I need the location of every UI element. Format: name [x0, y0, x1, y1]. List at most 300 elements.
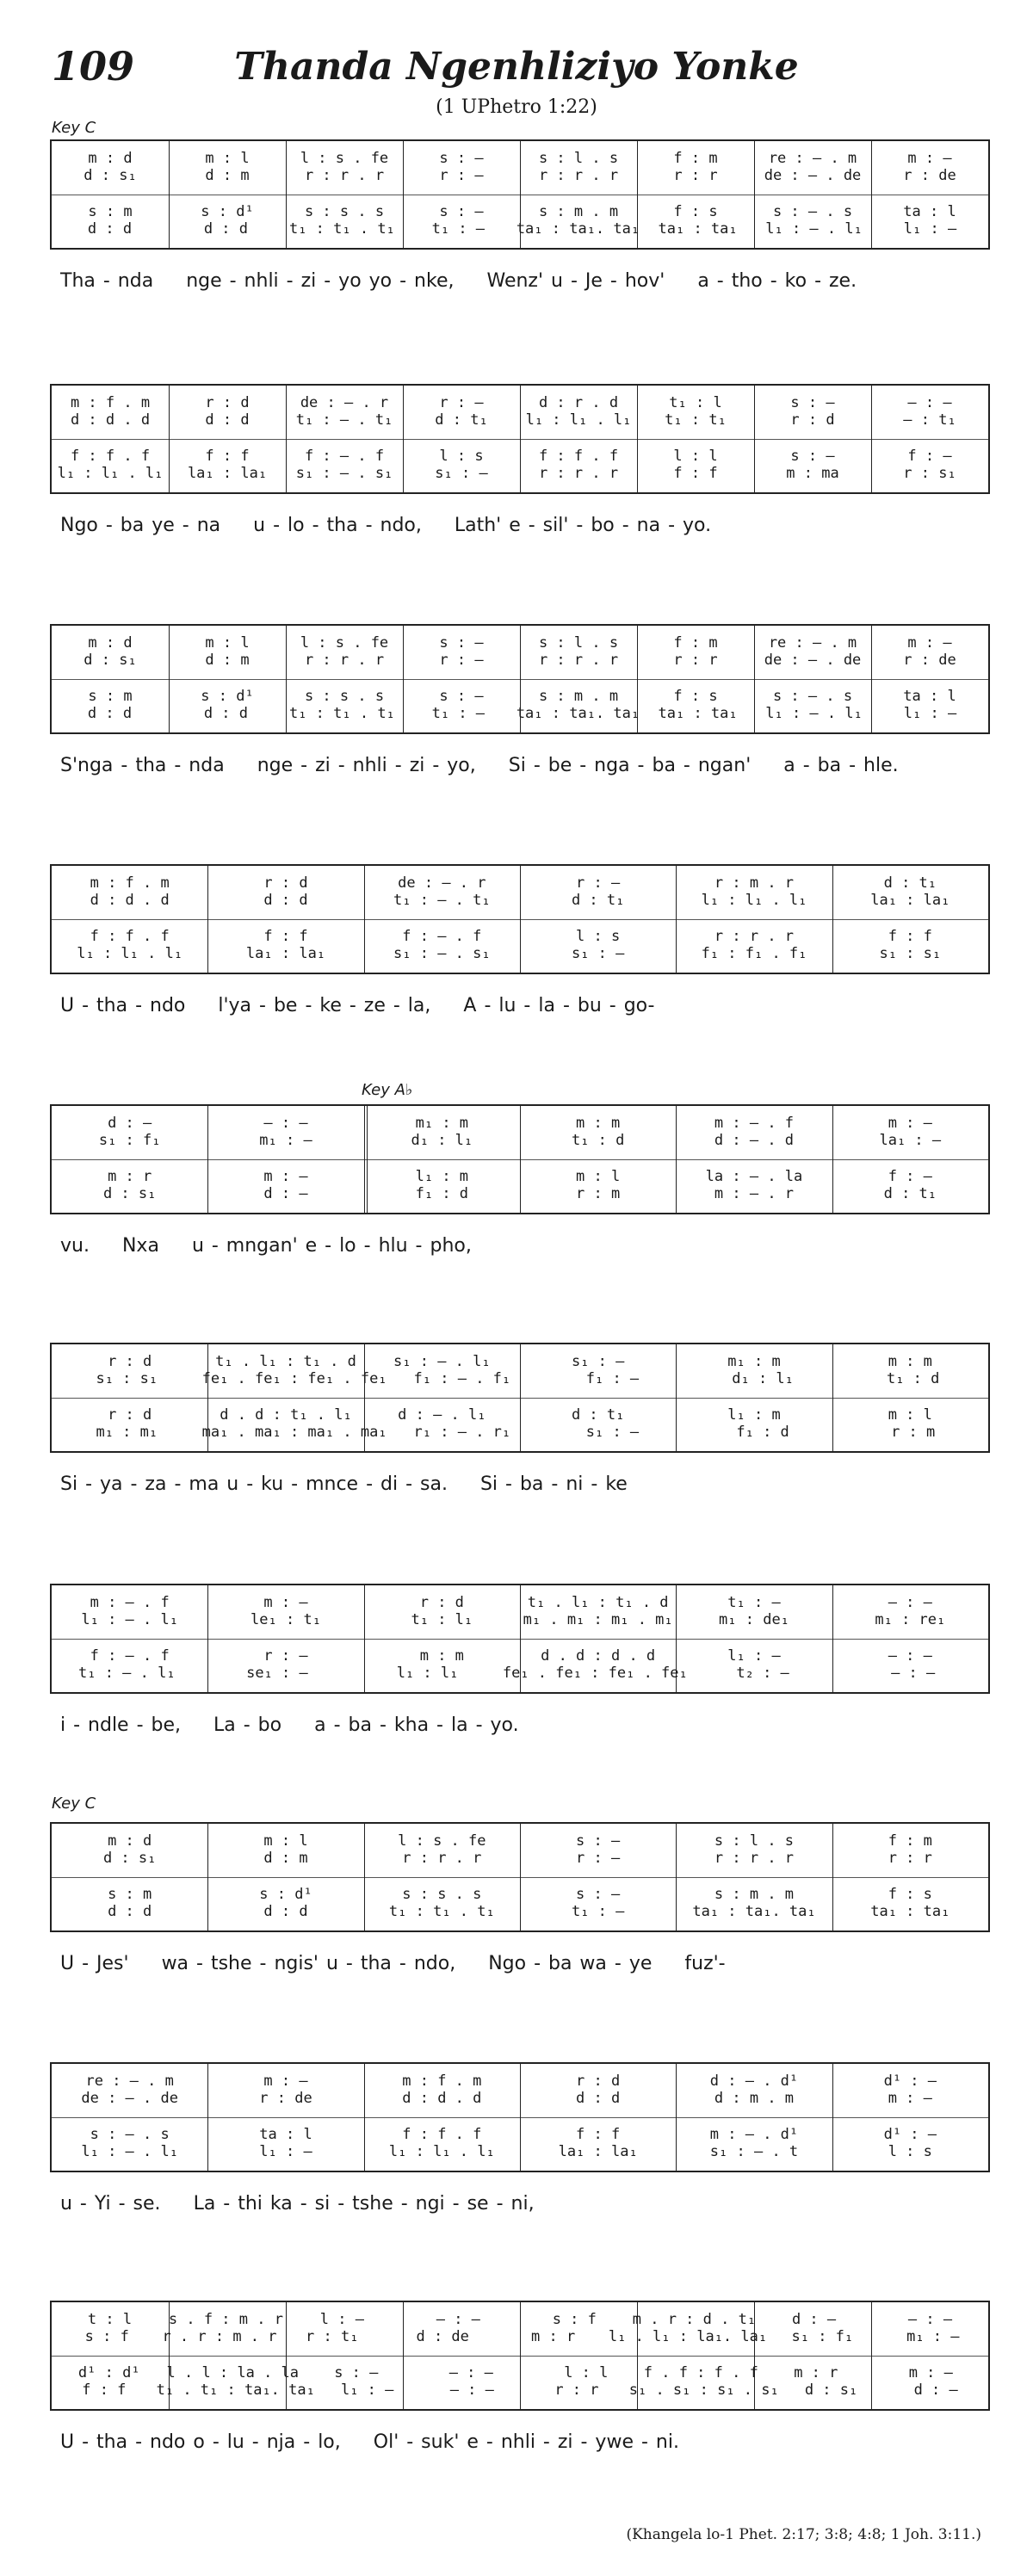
- voice-part-row: [52, 1424, 988, 1442]
- solfa-measure: m : —: [888, 1115, 932, 1132]
- solfa-measure: ta₁ : ta₁. ta₁: [516, 705, 640, 722]
- solfa-measure: r : m: [891, 1424, 936, 1441]
- solfa-measure: m : l: [205, 150, 250, 167]
- lyric-phrase: Si - ba - ni - ke: [479, 1473, 628, 1495]
- solfa-measure: m : l: [263, 1832, 308, 1850]
- solfa-measure: m : ma: [786, 465, 839, 482]
- solfa-measure: d¹ : —: [883, 2126, 937, 2143]
- solfa-measure: f : f . f: [402, 2126, 482, 2143]
- solfa-measure: s : —: [790, 448, 835, 465]
- solfa-measure: l₁ : —: [903, 705, 957, 722]
- voice-part-row: [52, 688, 988, 707]
- solfa-measure: d : —: [108, 1115, 152, 1132]
- solfa-measure: ta : l: [903, 203, 956, 220]
- solfa-measure: m₁ : de₁: [719, 1611, 789, 1628]
- voice-part-row: [52, 928, 988, 947]
- lyric-phrase: S'nga - tha - nda: [60, 755, 225, 776]
- solfa-measure: s : —: [439, 634, 484, 652]
- solfa-measure: f : f: [673, 465, 718, 482]
- solfa-measure: r : d: [108, 1353, 152, 1370]
- score-system: [50, 1584, 990, 1694]
- solfa-measure: m : —: [907, 150, 952, 167]
- voice-part-row: [52, 2311, 988, 2330]
- score-system: [50, 384, 990, 494]
- solfa-measure: f : f: [205, 448, 250, 465]
- solfa-measure: s : m: [108, 1886, 152, 1903]
- solfa-measure: s₁ : —: [571, 1353, 625, 1370]
- lyrics-line: [60, 515, 744, 536]
- solfa-measure: d : s₁: [84, 167, 137, 184]
- solfa-measure: f : s: [673, 203, 718, 220]
- solfa-measure: m : – . f: [90, 1594, 170, 1611]
- solfa-measure: r : d: [263, 874, 308, 892]
- lyrics-line: [60, 755, 931, 776]
- voice-part-row: [52, 1115, 988, 1134]
- solfa-measure: s : s . s: [304, 203, 385, 220]
- solfa-measure: le₁ : t₁: [251, 1611, 321, 1628]
- key-signature: Key C: [52, 1795, 96, 1813]
- solfa-measure: s : —: [576, 1832, 621, 1850]
- solfa-measure: m : – . d¹: [709, 2126, 799, 2143]
- voice-part-row: [52, 634, 988, 653]
- solfa-measure: m : —: [888, 2090, 932, 2107]
- solfa-measure: s : m . m: [538, 203, 619, 220]
- solfa-measure: m : m: [419, 1647, 464, 1665]
- solfa-measure: m₁ : re₁: [875, 1611, 946, 1628]
- voice-part-row: [52, 652, 988, 670]
- lyric-phrase: Lath' e - sil' - bo - na - yo.: [454, 515, 712, 536]
- lyric-phrase: Nxa: [121, 1235, 159, 1257]
- solfa-measure: d : d: [87, 705, 133, 722]
- solfa-measure: s : l . s: [538, 150, 619, 167]
- lyric-phrase: a - ba - hle.: [783, 755, 899, 776]
- solfa-measure: d : de: [416, 2328, 469, 2345]
- solfa-measure: f : f . f: [90, 928, 170, 945]
- voice-part-row: [52, 411, 988, 430]
- solfa-measure: d : d: [576, 2090, 621, 2107]
- score-system: [50, 139, 990, 250]
- lyrics-line: [60, 1235, 504, 1257]
- solfa-measure: d : m: [205, 652, 250, 669]
- voice-part-row: [52, 2328, 988, 2347]
- lyric-phrase: U - Jes': [60, 1953, 129, 1974]
- solfa-measure: s : m: [88, 203, 133, 220]
- solfa-measure: r : r . r: [714, 1850, 795, 1867]
- solfa-measure: s : —: [439, 203, 484, 220]
- lyric-phrase: nge - zi - nhli - zi - yo,: [257, 755, 476, 776]
- solfa-measure: l : s: [888, 2143, 932, 2160]
- solfa-measure: m : r: [794, 2364, 838, 2381]
- solfa-measure: la₁ : la₁: [187, 465, 268, 482]
- voice-part-row: [52, 203, 988, 222]
- solfa-measure: f : f . f: [538, 448, 619, 465]
- lyric-phrase: Wenz' u - Je - hov': [486, 270, 665, 292]
- solfa-measure: re : – . m: [768, 634, 857, 652]
- voice-part-row: [52, 1665, 988, 1683]
- solfa-measure: — : —: [263, 1115, 308, 1132]
- score-system: [50, 864, 990, 974]
- solfa-measure: d : —: [791, 2311, 837, 2328]
- solfa-measure: r : r . r: [714, 928, 795, 945]
- voice-part-row: [52, 1168, 988, 1187]
- solfa-measure: la : – . la: [705, 1168, 803, 1185]
- solfa-measure: s₁ : – . s₁: [393, 945, 491, 962]
- solfa-measure: r : —: [576, 874, 621, 892]
- solfa-measure: d : t₁: [571, 1406, 625, 1424]
- solfa-measure: l₁ : – . l₁: [765, 705, 863, 722]
- solfa-measure: m : —: [907, 634, 952, 652]
- solfa-measure: m : m: [888, 1353, 932, 1370]
- solfa-measure: l : s . fe: [398, 1832, 486, 1850]
- solfa-measure: s : f: [552, 2311, 597, 2328]
- voice-part-row: [52, 705, 988, 724]
- solfa-measure: ta₁ : ta₁: [658, 220, 738, 238]
- solfa-measure: d : t₁: [883, 874, 937, 892]
- solfa-measure: m : —: [263, 1168, 308, 1185]
- solfa-measure: d¹ : —: [883, 2073, 937, 2090]
- solfa-measure: t₁ : d: [886, 1370, 940, 1387]
- solfa-measure: d : d . d: [70, 411, 151, 429]
- solfa-measure: f . f : f . f: [643, 2364, 758, 2381]
- solfa-measure: d : m: [205, 167, 250, 184]
- solfa-measure: m : —: [263, 2073, 308, 2090]
- solfa-measure: l₁ : —: [903, 220, 957, 238]
- solfa-measure: s : —: [439, 150, 484, 167]
- lyric-phrase: La - thi ka - si - tshe - ngi - se - ni,: [193, 2193, 535, 2215]
- solfa-measure: r : d: [576, 2073, 621, 2090]
- solfa-measure: m : l: [576, 1168, 621, 1185]
- voice-part-row: [52, 892, 988, 911]
- solfa-measure: t₁ : —: [571, 1903, 625, 1920]
- solfa-measure: r : r . r: [538, 465, 619, 482]
- voice-part-row: [52, 1353, 988, 1372]
- score-system: [50, 1822, 990, 1932]
- solfa-measure: m : – . r: [714, 1185, 795, 1202]
- solfa-measure: d¹ : d¹: [77, 2364, 140, 2381]
- solfa-measure: s : l . s: [538, 634, 619, 652]
- solfa-measure: la₁ : la₁: [558, 2143, 638, 2160]
- scripture-reference: (1 UPhetro 1:22): [436, 96, 597, 118]
- voice-part-row: [52, 1594, 988, 1613]
- voice-part-row: [52, 220, 988, 239]
- solfa-measure: r : —: [439, 652, 484, 669]
- solfa-measure: m : f . m: [90, 874, 170, 892]
- solfa-measure: de : – . de: [764, 652, 862, 669]
- solfa-measure: l₁ : l₁ . l₁: [57, 465, 164, 482]
- solfa-measure: l : l: [673, 448, 718, 465]
- solfa-measure: t₁ : – . t₁: [393, 892, 491, 909]
- solfa-measure: l₁ : – . l₁: [81, 2143, 178, 2160]
- solfa-measure: f : f: [82, 2381, 127, 2399]
- solfa-measure: m : —: [908, 2364, 953, 2381]
- solfa-measure: s : d¹: [201, 688, 254, 705]
- solfa-measure: m : d: [88, 150, 133, 167]
- voice-part-row: [52, 945, 988, 964]
- key-signature: Key A♭: [362, 1081, 413, 1099]
- solfa-measure: ta₁ : ta₁. ta₁: [692, 1903, 816, 1920]
- solfa-measure: — : —: [891, 1665, 936, 1682]
- solfa-measure: m₁ : —: [906, 2328, 960, 2345]
- solfa-measure: l : s . fe: [300, 150, 389, 167]
- solfa-measure: l₁ . l₁ : la₁. la₁: [608, 2328, 768, 2345]
- solfa-measure: l₁ : l₁ . l₁: [388, 2143, 495, 2160]
- solfa-measure: l₁ : —: [259, 2143, 312, 2160]
- solfa-measure: s : —: [334, 2364, 379, 2381]
- solfa-measure: m : d: [108, 1832, 152, 1850]
- solfa-measure: r : r: [554, 2381, 599, 2399]
- voice-part-row: [52, 1185, 988, 1204]
- solfa-measure: d : m: [263, 1850, 308, 1867]
- solfa-measure: l : s: [576, 928, 621, 945]
- solfa-measure: s : s . s: [304, 688, 385, 705]
- voice-part-row: [52, 2364, 988, 2383]
- solfa-measure: d : d: [108, 1903, 152, 1920]
- solfa-measure: se₁ : —: [246, 1665, 308, 1682]
- solfa-measure: m : m: [576, 1115, 621, 1132]
- solfa-measure: s₁ : – . l₁: [393, 1353, 491, 1370]
- solfa-measure: d . d : t₁ . l₁: [220, 1406, 352, 1424]
- solfa-measure: t₁ : – . t₁: [295, 411, 393, 429]
- solfa-measure: re : – . m: [768, 150, 857, 167]
- solfa-measure: f : m: [673, 150, 718, 167]
- solfa-measure: l₁ : m: [727, 1406, 781, 1424]
- solfa-measure: r : d: [790, 411, 835, 429]
- lyric-phrase: nge - nhli - zi - yo yo - nke,: [186, 270, 455, 292]
- solfa-measure: r : —: [576, 1850, 621, 1867]
- solfa-measure: re : – . m: [85, 2073, 174, 2090]
- solfa-measure: r : m: [576, 1185, 621, 1202]
- solfa-measure: s₁ . s₁ : s₁ . s₁: [628, 2381, 779, 2399]
- solfa-measure: s₁ : s₁: [879, 945, 942, 962]
- score-system: [50, 1104, 990, 1214]
- solfa-measure: s₁ : s₁: [96, 1370, 158, 1387]
- solfa-measure: f : s: [888, 1886, 932, 1903]
- voice-part-row: [52, 1647, 988, 1666]
- solfa-measure: s : m . m: [538, 688, 619, 705]
- score-system: [50, 624, 990, 734]
- solfa-measure: s : d¹: [201, 203, 254, 220]
- solfa-measure: f₁ : – . f₁: [413, 1370, 511, 1387]
- solfa-measure: r : —: [263, 1647, 308, 1665]
- solfa-measure: t₁ : —: [431, 705, 486, 722]
- solfa-measure: s₁ : – . t: [709, 2143, 799, 2160]
- solfa-measure: d : —: [263, 1185, 308, 1202]
- solfa-measure: r : r . r: [538, 167, 619, 184]
- solfa-measure: fe₁ . fe₁ : fe₁ . fe₁: [502, 1665, 688, 1682]
- solfa-measure: f : – . f: [90, 1647, 170, 1665]
- solfa-measure: d : d: [203, 705, 249, 722]
- solfa-measure: s . f : m . r: [168, 2311, 283, 2328]
- solfa-measure: f : f: [888, 928, 932, 945]
- solfa-measure: t₁ : t₁ . t₁: [288, 220, 395, 238]
- solfa-measure: d : d: [263, 1903, 308, 1920]
- solfa-measure: d : s₁: [804, 2381, 858, 2399]
- solfa-measure: l : s: [439, 448, 484, 465]
- solfa-measure: m₁ : m₁: [96, 1424, 158, 1441]
- solfa-measure: d : d: [205, 411, 250, 429]
- lyric-phrase: a - tho - ko - ze.: [697, 270, 857, 292]
- solfa-measure: t₁ . t₁ : ta₁. ta₁: [156, 2381, 315, 2399]
- lyric-phrase: Ngo - ba wa - ye: [488, 1953, 653, 1974]
- solfa-measure: s₁ : —: [435, 465, 488, 482]
- lyrics-line: [60, 270, 889, 292]
- solfa-measure: s : —: [439, 688, 484, 705]
- solfa-measure: m : r: [108, 1168, 152, 1185]
- solfa-measure: r : de: [903, 652, 956, 669]
- lyric-phrase: Si - ya - za - ma u - ku - mnce - di - sa.: [60, 1473, 448, 1495]
- voice-part-row: [52, 2143, 988, 2162]
- solfa-measure: s₁ : – . s₁: [295, 465, 393, 482]
- voice-part-row: [52, 1903, 988, 1922]
- solfa-measure: — : —: [449, 2381, 494, 2399]
- hymn-number: 109: [52, 43, 135, 90]
- solfa-measure: r : r: [673, 167, 718, 184]
- solfa-measure: r : d: [205, 394, 250, 411]
- solfa-measure: f : – . f: [304, 448, 385, 465]
- solfa-measure: l₁ : m: [415, 1168, 469, 1185]
- solfa-measure: f : f: [576, 2126, 621, 2143]
- voice-part-row: [52, 1611, 988, 1630]
- solfa-measure: r : d: [108, 1406, 152, 1424]
- solfa-measure: la₁ : la₁: [245, 945, 326, 962]
- solfa-measure: d : —: [913, 2381, 958, 2399]
- solfa-measure: fe₁ . fe₁ : fe₁ . fe₁: [201, 1370, 387, 1387]
- solfa-measure: d : s₁: [102, 1185, 157, 1202]
- lyric-phrase: A - lu - la - bu - go-: [463, 995, 655, 1016]
- solfa-measure: r : m . r: [714, 874, 795, 892]
- lyric-phrase: u - mngan' e - lo - hlu - pho,: [191, 1235, 472, 1257]
- voice-part-row: [52, 1406, 988, 1425]
- solfa-measure: d : s₁: [102, 1850, 157, 1867]
- solfa-measure: de : – . r: [398, 874, 486, 892]
- solfa-measure: ta : l: [259, 2126, 312, 2143]
- lyric-phrase: U - tha - ndo o - lu - nja - lo,: [60, 2431, 341, 2453]
- lyric-phrase: Ngo - ba ye - na: [60, 515, 221, 536]
- voice-part-row: [52, 167, 988, 186]
- solfa-measure: r₁ : – . r₁: [413, 1424, 511, 1441]
- lyrics-line: [60, 1953, 758, 1974]
- solfa-measure: s : —: [790, 394, 835, 411]
- solfa-measure: r : r . r: [538, 652, 619, 669]
- solfa-measure: r : r: [673, 652, 718, 669]
- solfa-measure: l : s . fe: [300, 634, 389, 652]
- solfa-measure: — : t₁: [903, 411, 956, 429]
- voice-part-row: [52, 2073, 988, 2091]
- solfa-measure: t₁ : —: [431, 220, 486, 238]
- voice-part-row: [52, 1886, 988, 1905]
- key-signature: Key C: [52, 119, 96, 137]
- solfa-measure: r : t₁: [306, 2328, 359, 2345]
- solfa-measure: ta₁ : ta₁. ta₁: [516, 220, 640, 238]
- solfa-measure: r : —: [439, 394, 484, 411]
- solfa-measure: m₁ . m₁ : m₁ . m₁: [523, 1611, 673, 1628]
- solfa-measure: l₁ : l₁ . l₁: [701, 892, 807, 909]
- lyric-phrase: Ol' - suk' e - nhli - zi - ywe - ni.: [373, 2431, 679, 2453]
- solfa-measure: d . d : d . d: [541, 1647, 656, 1665]
- solfa-measure: f : f: [263, 928, 308, 945]
- solfa-measure: d : – . l₁: [398, 1406, 486, 1424]
- solfa-measure: d : t₁: [571, 892, 625, 909]
- voice-part-row: [52, 394, 988, 413]
- solfa-measure: t₁ : l₁: [411, 1611, 473, 1628]
- solfa-measure: s : – . s: [772, 688, 853, 705]
- lyric-phrase: a - ba - kha - la - yo.: [314, 1714, 519, 1736]
- solfa-measure: d : d: [263, 892, 308, 909]
- lyrics-line: [60, 2193, 567, 2215]
- solfa-measure: t₁ . l₁ : t₁ . d: [527, 1594, 669, 1611]
- solfa-measure: de : – . de: [81, 2090, 178, 2107]
- solfa-measure: f₁ : d: [736, 1424, 789, 1441]
- solfa-measure: s : l . s: [714, 1832, 795, 1850]
- solfa-measure: t₁ : t₁: [665, 411, 727, 429]
- solfa-measure: d : t₁: [883, 1185, 937, 1202]
- solfa-measure: d : – . d¹: [709, 2073, 799, 2090]
- solfa-measure: d : – . d: [714, 1132, 795, 1149]
- solfa-measure: s₁ : —: [585, 1424, 640, 1441]
- solfa-measure: s : —: [576, 1886, 621, 1903]
- solfa-measure: s : – . s: [90, 2126, 170, 2143]
- solfa-measure: f : —: [907, 448, 952, 465]
- voice-part-row: [52, 1370, 988, 1389]
- lyric-phrase: vu.: [60, 1235, 90, 1257]
- solfa-measure: d₁ : l₁: [732, 1370, 794, 1387]
- solfa-measure: — : —: [448, 2364, 493, 2381]
- solfa-measure: m : – . f: [714, 1115, 795, 1132]
- lyrics-line: [60, 2431, 712, 2453]
- solfa-measure: — : —: [907, 2311, 953, 2328]
- solfa-measure: s₁ : f₁: [791, 2328, 854, 2345]
- voice-part-row: [52, 1850, 988, 1869]
- solfa-measure: f₁ : d: [415, 1185, 469, 1202]
- voice-part-row: [52, 1132, 988, 1151]
- solfa-measure: s : f: [84, 2328, 129, 2345]
- solfa-measure: s : – . s: [772, 203, 853, 220]
- solfa-measure: s : s . s: [402, 1886, 482, 1903]
- solfa-measure: d : s₁: [84, 652, 137, 669]
- lyric-phrase: wa - tshe - ngis' u - tha - ndo,: [161, 1953, 456, 1974]
- solfa-measure: t₁ : l: [669, 394, 722, 411]
- solfa-measure: m : —: [263, 1594, 308, 1611]
- solfa-measure: t₁ : t₁ . t₁: [388, 1903, 495, 1920]
- solfa-measure: r : s₁: [903, 465, 956, 482]
- lyrics-line: [60, 1714, 552, 1736]
- lyric-phrase: La - bo: [213, 1714, 282, 1736]
- solfa-measure: s : m: [88, 688, 133, 705]
- solfa-measure: t : l: [87, 2311, 133, 2328]
- solfa-measure: m . r : d . t₁: [632, 2311, 757, 2328]
- voice-part-row: [52, 465, 988, 484]
- solfa-measure: f : m: [888, 1832, 932, 1850]
- solfa-measure: m : l: [205, 634, 250, 652]
- lyric-phrase: u - Yi - se.: [60, 2193, 161, 2215]
- solfa-measure: d : r . d: [538, 394, 619, 411]
- solfa-measure: d : t₁: [435, 411, 488, 429]
- solfa-measure: d : d . d: [90, 892, 170, 909]
- solfa-measure: l : l: [564, 2364, 609, 2381]
- score-system: [50, 2062, 990, 2172]
- solfa-measure: l₁ : l₁ . l₁: [525, 411, 632, 429]
- solfa-measure: t₁ . l₁ : t₁ . d: [215, 1353, 356, 1370]
- voice-part-row: [52, 1832, 988, 1851]
- lyric-phrase: Si - be - nga - ba - ngan': [508, 755, 752, 776]
- lyrics-line: [60, 995, 687, 1016]
- solfa-measure: f₁ : f₁ . f₁: [701, 945, 807, 962]
- solfa-measure: l₁ : l₁ . l₁: [77, 945, 183, 962]
- solfa-measure: r : de: [903, 167, 956, 184]
- solfa-measure: f : f . f: [70, 448, 151, 465]
- voice-part-row: [52, 874, 988, 893]
- solfa-measure: s : d¹: [259, 1886, 312, 1903]
